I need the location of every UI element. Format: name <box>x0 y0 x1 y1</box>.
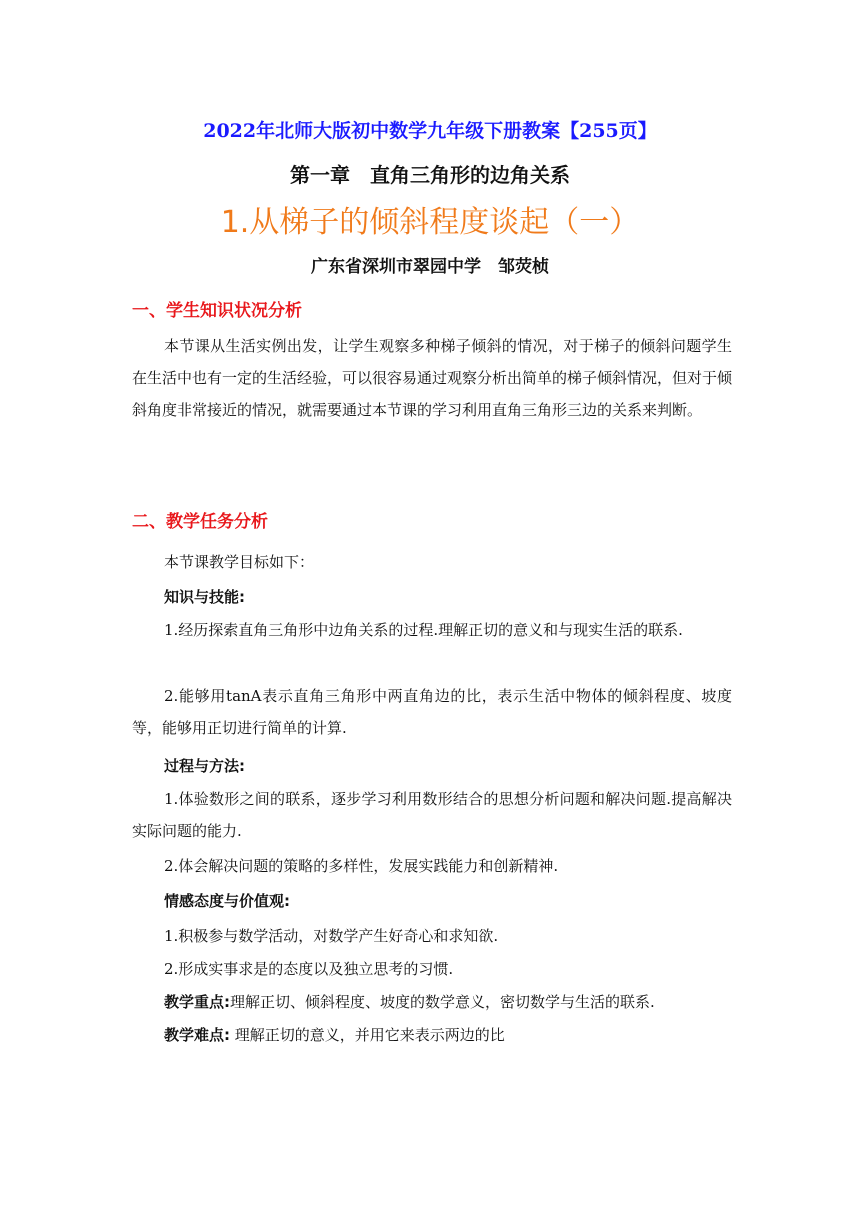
document-title: 2022年北师大版初中数学九年级下册教案【255页】 <box>203 120 657 142</box>
teaching-key-label: 教学重点: <box>164 993 230 1011</box>
emotion-values-heading: 情感态度与价值观: <box>164 892 290 910</box>
student-analysis-paragraph: 本节课从生活实例出发，让学生观察多种梯子倾斜的情况，对于梯子的倾斜问题学生在生活中也有一定的生活经验，可以很容易通过观察分析出简单的梯子倾斜情况，但对于倾斜角度非常接近的情况，就需要通过本节课的学习利用直角三角形三边的关系来判断。 <box>132 337 733 419</box>
emotion-item-2: 2.形成实事求是的态度以及独立思考的习惯. <box>164 960 454 978</box>
chapter-title: 第一章 直角三角形的边角关系 <box>290 163 570 187</box>
section-heading-student-analysis: 一、学生知识状况分析 <box>132 301 302 321</box>
teaching-difficulty-label: 教学难点: <box>164 1026 230 1044</box>
emotion-item-1: 1.积极参与数学活动，对数学产生好奇心和求知欲. <box>164 927 499 945</box>
teaching-key-point <box>164 991 655 1012</box>
teaching-difficulty-point <box>164 1024 505 1045</box>
section-heading-task-analysis: 二、教学任务分析 <box>132 512 268 532</box>
objectives-intro: 本节课教学目标如下： <box>164 553 315 571</box>
knowledge-skills-heading: 知识与技能: <box>164 588 245 606</box>
lesson-title: 1.从梯子的倾斜程度谈起（一） <box>220 205 640 240</box>
process-item-2: 2.体会解决问题的策略的多样性，发展实践能力和创新精神. <box>164 857 559 875</box>
teaching-key-text: 理解正切、倾斜程度、坡度的数学意义，密切数学与生活的联系. <box>230 993 655 1011</box>
process-method-heading: 过程与方法: <box>164 757 245 775</box>
knowledge-item-2: 2.能够用tanA表示直角三角形中两直角边的比，表示生活中物体的倾斜程度、坡度等，能够用正切进行简单的计算. <box>132 687 732 737</box>
process-item-1: 1.体验数形之间的联系，逐步学习利用数形结合的思想分析问题和解决问题.提高解决实际问题的能力. <box>132 790 732 840</box>
author-line: 广东省深圳市翠园中学 邹荧桢 <box>311 257 549 277</box>
teaching-difficulty-text: 理解正切的意义，并用它来表示两边的比 <box>230 1026 505 1044</box>
knowledge-item-1: 1.经历探索直角三角形中边角关系的过程.理解正切的意义和与现实生活的联系. <box>164 621 683 639</box>
